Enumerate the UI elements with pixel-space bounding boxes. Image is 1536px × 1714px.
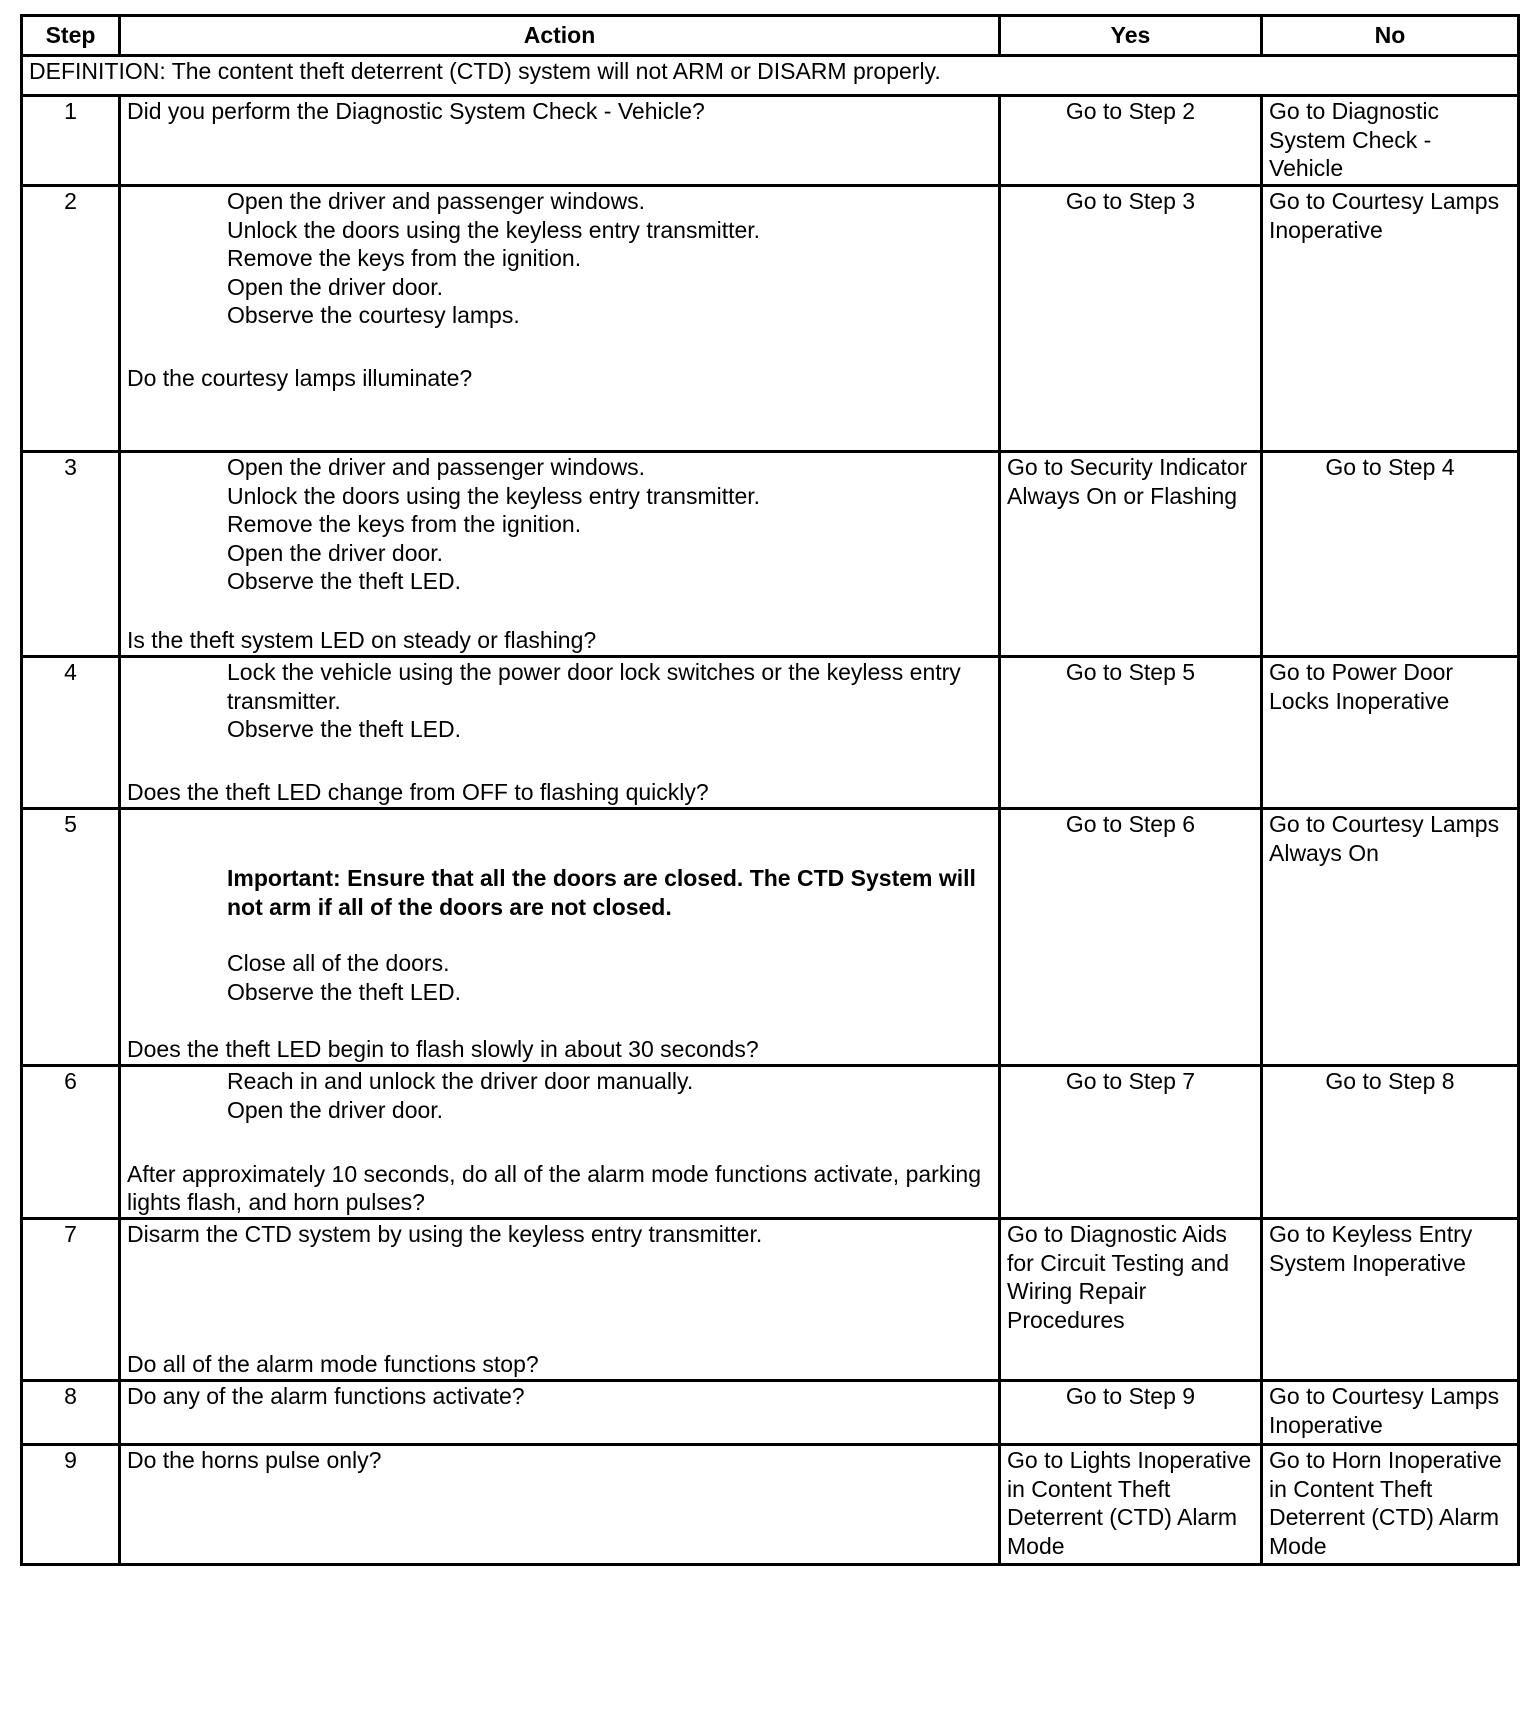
header-no: No	[1262, 16, 1519, 56]
important-note: Important: Ensure that all the doors are closed. The CTD System will not arm if all of the doors are not closed.	[227, 865, 976, 920]
action-question: Does the theft LED begin to flash slowly in about 30 seconds?	[127, 1036, 759, 1063]
action-question: After approximately 10 seconds, do all of the alarm mode functions activate, parking lights flash, and horn pulses?	[127, 1160, 982, 1216]
step-number: 3	[22, 452, 120, 657]
definition-row	[22, 56, 1519, 96]
action-question: Do all of the alarm mode functions stop?	[127, 1351, 539, 1378]
action-bullet: Open the driver door.	[227, 1096, 444, 1123]
action-cell	[120, 809, 1000, 1066]
yes-cell: Go to Step 6	[1000, 809, 1262, 1066]
yes-cell: Go to Step 3	[1000, 186, 1262, 452]
action-question: Do the courtesy lamps illuminate?	[127, 364, 473, 391]
header-step: Step	[22, 16, 120, 56]
step-number: 1	[22, 96, 120, 186]
step-number: 9	[22, 1445, 120, 1565]
yes-cell: Go to Lights Inoperative in Content Theft Deterrent (CTD) Alarm Mode	[1000, 1445, 1262, 1565]
header-action: Action	[120, 16, 1000, 56]
table-row	[22, 452, 1519, 657]
action-cell	[120, 1066, 1000, 1219]
action-bullet: Unlock the doors using the keyless entry transmitter.	[227, 482, 761, 509]
action-question: Is the theft system LED on steady or flashing?	[127, 627, 597, 654]
action-question: Does the theft LED change from OFF to flashing quickly?	[127, 779, 709, 806]
action-bullet: Observe the theft LED.	[227, 716, 461, 743]
table-row	[22, 186, 1519, 452]
yes-cell: Go to Step 5	[1000, 657, 1262, 809]
step-number: 6	[22, 1066, 120, 1219]
action-bullet: Remove the keys from the ignition.	[227, 511, 582, 538]
action-cell	[120, 1219, 1000, 1381]
no-cell: Go to Keyless Entry System Inoperative	[1262, 1219, 1519, 1381]
action-intro: Disarm the CTD system by using the keyless entry transmitter.	[127, 1221, 763, 1247]
action-bullet: Open the driver and passenger windows.	[227, 454, 646, 480]
yes-cell: Go to Diagnostic Aids for Circuit Testing and Wiring Repair Procedures	[1000, 1219, 1262, 1381]
action-bullet: Close all of the doors.	[227, 950, 450, 977]
yes-cell: Go to Step 2	[1000, 96, 1262, 186]
diagnostic-table	[20, 14, 1520, 1566]
no-cell: Go to Horn Inoperative in Content Theft Deterrent (CTD) Alarm Mode	[1262, 1445, 1519, 1565]
definition-text: DEFINITION: The content theft deterrent (CTD) system will not ARM or DISARM properly.	[22, 56, 1519, 96]
table-row	[22, 657, 1519, 809]
action-bullet: Open the driver and passenger windows.	[227, 188, 646, 214]
action-cell	[120, 186, 1000, 452]
action-bullet: Open the driver door.	[227, 539, 444, 566]
action-bullet: Remove the keys from the ignition.	[227, 245, 582, 272]
header-row	[22, 16, 1519, 56]
step-number: 5	[22, 809, 120, 1066]
table-row	[22, 1219, 1519, 1381]
action-cell	[120, 1381, 1000, 1445]
yes-cell: Go to Security Indicator Always On or Flashing	[1000, 452, 1262, 657]
action-bullet: Observe the courtesy lamps.	[227, 302, 520, 329]
action-bullet: Observe the theft LED.	[227, 568, 461, 595]
step-number: 7	[22, 1219, 120, 1381]
table-row	[22, 96, 1519, 186]
no-cell: Go to Step 8	[1262, 1066, 1519, 1219]
yes-cell: Go to Step 9	[1000, 1381, 1262, 1445]
header-yes: Yes	[1000, 16, 1262, 56]
action-question: Do any of the alarm functions activate?	[127, 1383, 525, 1409]
action-cell	[120, 1445, 1000, 1565]
no-cell: Go to Courtesy Lamps Inoperative	[1262, 186, 1519, 452]
action-question: Do the horns pulse only?	[127, 1447, 382, 1473]
table-row	[22, 1066, 1519, 1219]
step-number: 4	[22, 657, 120, 809]
table-row	[22, 1445, 1519, 1565]
action-cell	[120, 657, 1000, 809]
action-cell	[120, 452, 1000, 657]
no-cell: Go to Courtesy Lamps Inoperative	[1262, 1381, 1519, 1445]
action-bullet: Reach in and unlock the driver door manually.	[227, 1068, 694, 1094]
no-cell: Go to Courtesy Lamps Always On	[1262, 809, 1519, 1066]
action-cell	[120, 96, 1000, 186]
no-cell: Go to Step 4	[1262, 452, 1519, 657]
action-question: Did you perform the Diagnostic System Check - Vehicle?	[127, 98, 705, 124]
no-cell: Go to Power Door Locks Inoperative	[1262, 657, 1519, 809]
step-number: 8	[22, 1381, 120, 1445]
table-row	[22, 1381, 1519, 1445]
no-cell: Go to Diagnostic System Check - Vehicle	[1262, 96, 1519, 186]
yes-cell: Go to Step 7	[1000, 1066, 1262, 1219]
action-bullet: Unlock the doors using the keyless entry transmitter.	[227, 216, 761, 243]
action-bullet: Lock the vehicle using the power door lock switches or the keyless entry transmitter.	[227, 659, 961, 714]
action-bullet: Open the driver door.	[227, 273, 444, 300]
step-number: 2	[22, 186, 120, 452]
table-row	[22, 809, 1519, 1066]
action-bullet: Observe the theft LED.	[227, 978, 461, 1005]
